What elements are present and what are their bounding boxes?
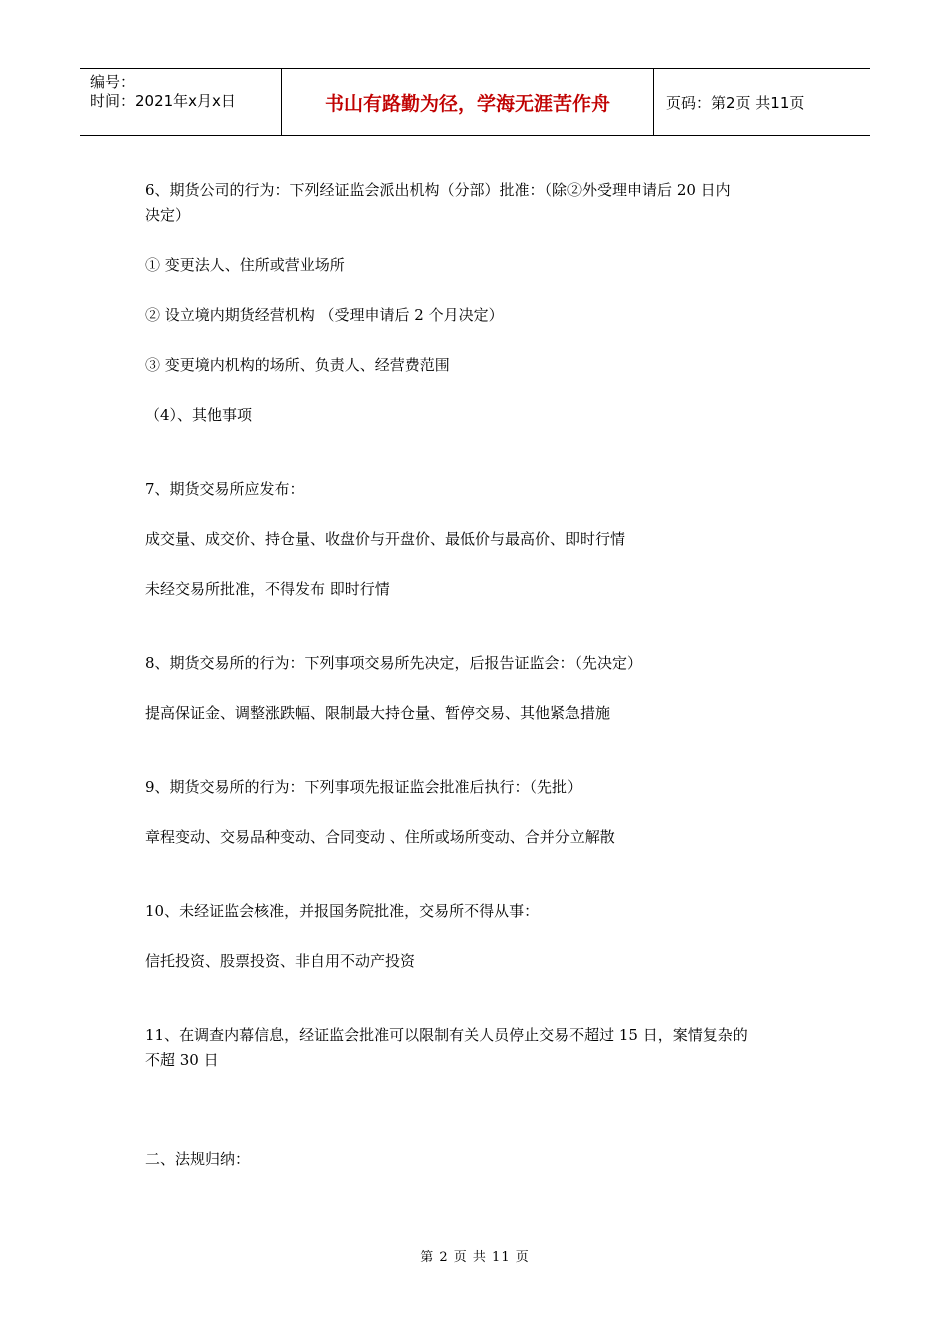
page-header [80, 68, 870, 136]
header-page-info: 页码：第2页 共11页 [666, 93, 805, 112]
item11-line1: 11、在调查内幕信息，经证监会批准可以限制有关人员停止交易不超过 15 日，案情复杂的 [145, 1026, 748, 1044]
item6-sub4: （4）、其他事项 [145, 406, 253, 424]
document-time-label: 时间：2021年x月x日 [90, 92, 236, 110]
item10-line1: 信托投资、股票投资、非自用不动产投资 [145, 952, 416, 970]
header-meta [80, 69, 282, 135]
item6-sub2: ② 设立境内期货经营机构 （受理申请后 2 个月决定） [145, 306, 504, 324]
section2-title: 二、法规归纳： [145, 1150, 251, 1168]
item9-line1: 章程变动、交易品种变动、合同变动 、住所或场所变动、合并分立解散 [145, 828, 615, 846]
header-motto: 书山有路勤为径，学海无涯苦作舟 [282, 69, 654, 135]
item8-title: 8、期货交易所的行为：下列事项交易所先决定，后报告证监会：（先决定） [145, 654, 643, 672]
item6-title: 6、期货公司的行为：下列经证监会派出机构（分部）批准：（除②外受理申请后 20 日内 [145, 181, 731, 199]
item7-line2: 未经交易所批准，不得发布 即时行情 [145, 580, 390, 598]
item6-title-cont: 决定） [145, 206, 191, 224]
item11-line2: 不超 30 日 [145, 1051, 219, 1069]
item7-title: 7、期货交易所应发布： [145, 480, 305, 498]
item6-sub1: ① 变更法人、住所或营业场所 [145, 256, 345, 274]
item8-line1: 提高保证金、调整涨跌幅、限制最大持仓量、暂停交易、其他紧急措施 [145, 704, 611, 722]
document-number-label: 编号： [90, 73, 136, 91]
page-footer: 第 2 页 共 11 页 [420, 1250, 530, 1265]
document-body [145, 178, 815, 1172]
item6-sub3: ③ 变更境内机构的场所、负责人、经营费范围 [145, 356, 450, 374]
item10-title: 10、未经证监会核准，并报国务院批准，交易所不得从事： [145, 902, 540, 920]
item7-line1: 成交量、成交价、持仓量、收盘价与开盘价、最低价与最高价、即时行情 [145, 530, 626, 548]
item9-title: 9、期货交易所的行为：下列事项先报证监会批准后执行：（先批） [145, 778, 583, 796]
